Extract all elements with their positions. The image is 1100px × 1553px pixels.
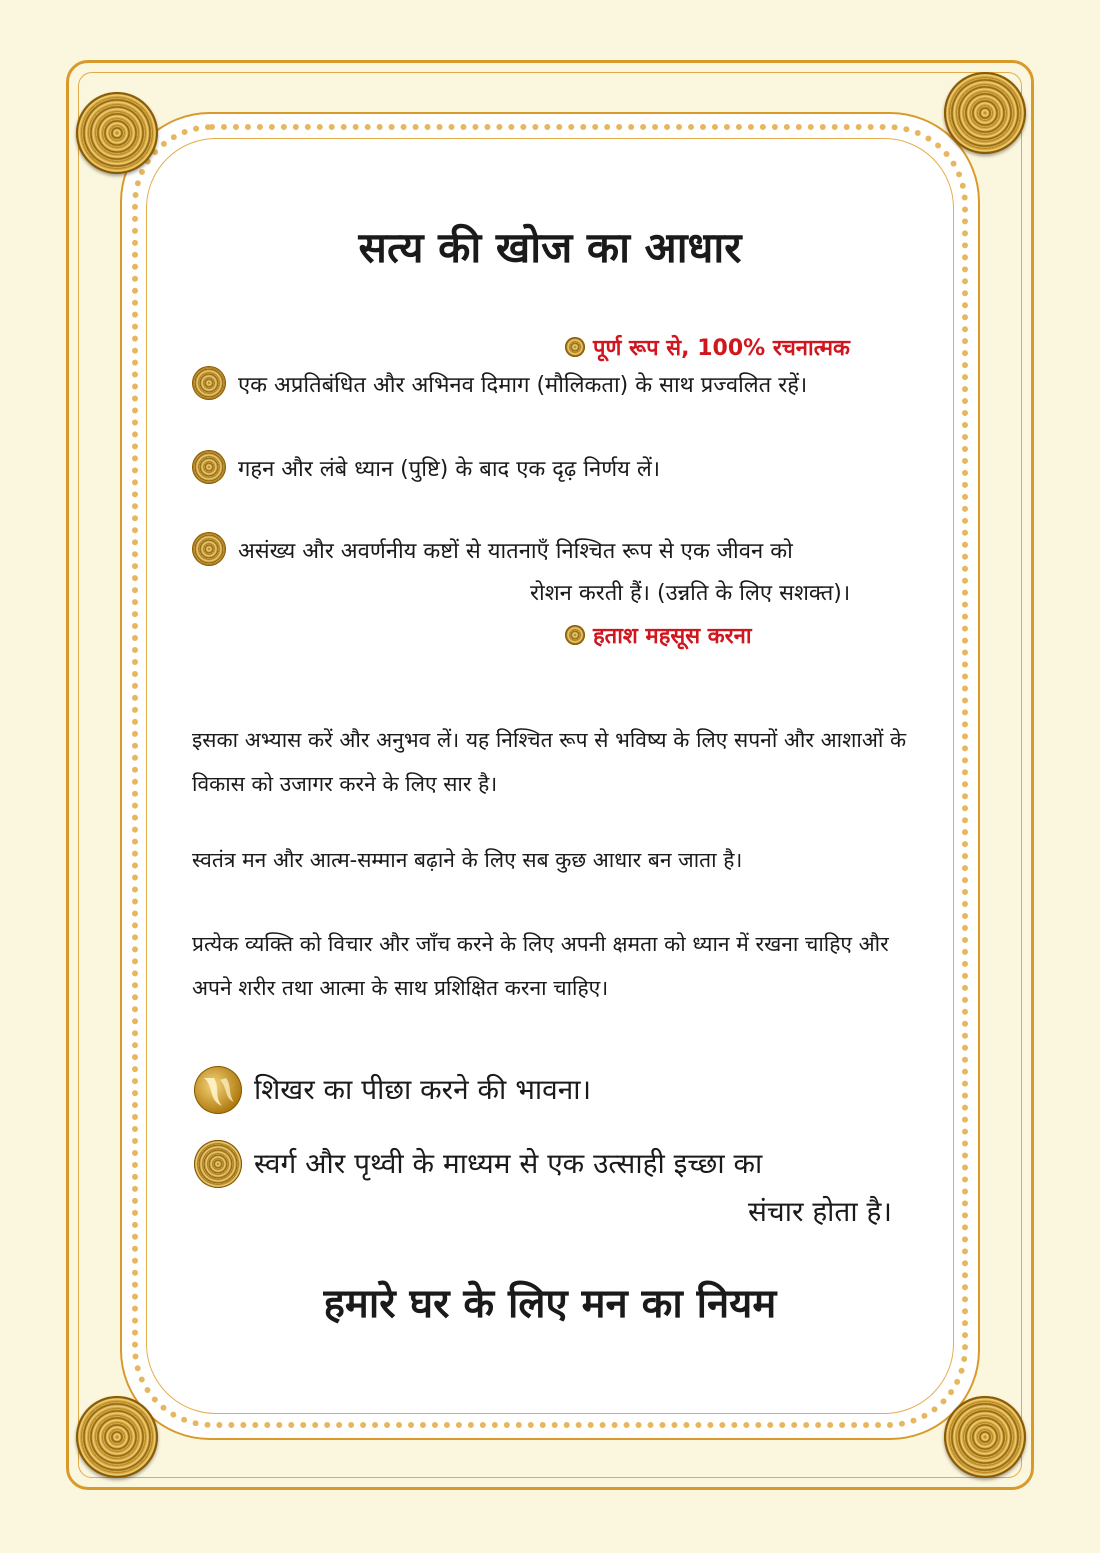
gold-disc-icon [944, 72, 1026, 154]
paragraph: इसका अभ्यास करें और अनुभव लें। यह निश्चित रूप से भविष्य के लिए सपनों और आशाओं के विकास को उजागर करने के लिए सार है। [192, 728, 907, 796]
highlight-line [194, 1138, 762, 1190]
highlight-line [194, 1064, 591, 1116]
list-item [192, 362, 912, 410]
section-heading-text: पूर्ण रूप से, 100% रचनात्मक [593, 336, 850, 361]
highlight-line-text: शिखर का पीछा करने की भावना। [254, 1073, 592, 1106]
list-item-text: असंख्य और अवर्णनीय कष्टों से यातनाएँ निश्चित रूप से एक जीवन को [238, 539, 793, 564]
gold-disc-bullet-icon [192, 366, 226, 400]
list-item-text: एक अप्रतिबंधित और अभिनव दिमाग (मौलिकता) के साथ प्रज्वलित रहें। [238, 373, 808, 398]
list-item [192, 446, 912, 494]
gold-disc-icon [944, 1396, 1026, 1478]
paragraph: स्वतंत्र मन और आत्म-सम्मान बढ़ाने के लिए सब कुछ आधार बन जाता है। [192, 848, 743, 872]
gold-disc-bullet-icon [192, 532, 226, 566]
gold-disc-bullet-icon [192, 450, 226, 484]
page-title: सत्य की खोज का आधार [358, 223, 742, 272]
list-item-text: गहन और लंबे ध्यान (पुष्टि) के बाद एक दृढ़ निर्णय लें। [238, 457, 661, 482]
section-footer-heading [565, 620, 752, 650]
list-item [192, 528, 912, 576]
gold-wave-icon [194, 1066, 242, 1114]
highlight-line-continuation: संचार होता है। [748, 1195, 893, 1228]
highlight-line-text: स्वर्ग और पृथ्वी के माध्यम से एक उत्साही इच्छा का [254, 1147, 763, 1180]
gold-disc-icon [76, 1396, 158, 1478]
gold-disc-bullet-icon [565, 625, 585, 645]
paragraph: प्रत्येक व्यक्ति को विचार और जाँच करने के लिए अपनी क्षमता को ध्यान में रखना चाहिए और अपने शरीर तथा आत्मा के साथ प्रशिक्षित करना चाहिए। [192, 932, 889, 1000]
section-heading [565, 332, 850, 362]
gold-disc-bullet-icon [565, 337, 585, 357]
list-item-continuation: रोशन करती हैं। (उन्नति के लिए सशक्त)। [530, 581, 851, 606]
gold-disc-icon [76, 92, 158, 174]
gold-disc-bullet-icon [194, 1140, 242, 1188]
footer-title: हमारे घर के लिए मन का नियम [323, 1281, 777, 1327]
section-footer-heading-text: हताश महसूस करना [593, 624, 752, 649]
